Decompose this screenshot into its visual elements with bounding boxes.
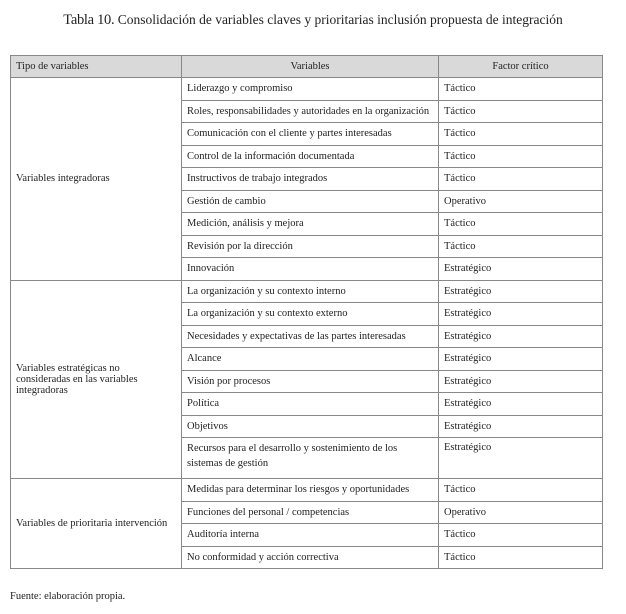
variable-cell: Objetivos: [182, 415, 439, 438]
variable-cell: Alcance: [182, 348, 439, 371]
factor-cell: Estratégico: [439, 280, 603, 303]
factor-cell: Estratégico: [439, 348, 603, 371]
variable-cell: Necesidades y expectativas de las partes interesadas: [182, 325, 439, 348]
factor-cell: Estratégico: [439, 370, 603, 393]
variable-cell: Visión por procesos: [182, 370, 439, 393]
factor-cell: Táctico: [439, 145, 603, 168]
variable-cell: Roles, responsabilidades y autoridades en la organización: [182, 100, 439, 123]
factor-cell: Operativo: [439, 501, 603, 524]
variable-type-cell: Variables estratégicas no consideradas en las variables integradoras: [11, 280, 182, 479]
factor-cell: Estratégico: [439, 258, 603, 281]
factor-cell: Táctico: [439, 524, 603, 547]
table-number: Tabla 10.: [63, 12, 115, 28]
variable-cell: Comunicación con el cliente y partes interesadas: [182, 123, 439, 146]
variable-cell: Liderazgo y compromiso: [182, 78, 439, 101]
variable-cell: Control de la información documentada: [182, 145, 439, 168]
factor-cell: Estratégico: [439, 415, 603, 438]
factor-cell: Táctico: [439, 235, 603, 258]
variable-cell: Medidas para determinar los riesgos y oportunidades: [182, 479, 439, 502]
table-row: [11, 78, 603, 101]
variable-cell: Política: [182, 393, 439, 416]
factor-cell: Operativo: [439, 190, 603, 213]
variable-cell: Funciones del personal / competencias: [182, 501, 439, 524]
factor-cell: Estratégico: [439, 438, 603, 479]
header-variables: Variables: [182, 56, 439, 78]
header-type: Tipo de variables: [11, 56, 182, 78]
variable-cell: Innovación: [182, 258, 439, 281]
table-title: [0, 12, 626, 29]
factor-cell: Táctico: [439, 546, 603, 569]
table-row: [11, 479, 603, 502]
variable-cell: Gestión de cambio: [182, 190, 439, 213]
factor-cell: Estratégico: [439, 303, 603, 326]
variable-cell: Auditoría interna: [182, 524, 439, 547]
factor-cell: Táctico: [439, 168, 603, 191]
variable-cell: Recursos para el desarrollo y sostenimiento de los sistemas de gestión: [182, 438, 439, 479]
variable-cell: Instructivos de trabajo integrados: [182, 168, 439, 191]
factor-cell: Táctico: [439, 213, 603, 236]
variable-cell: Medición, análisis y mejora: [182, 213, 439, 236]
variable-type-cell: Variables de prioritaria intervención: [11, 479, 182, 569]
factor-cell: Estratégico: [439, 393, 603, 416]
source-note: Fuente: elaboración propia.: [10, 591, 126, 602]
variable-cell: Revisión por la dirección: [182, 235, 439, 258]
table-caption: Consolidación de variables claves y prioritarias inclusión propuesta de integración: [114, 12, 563, 27]
header-factor: Factor crítico: [439, 56, 603, 78]
table-row: [11, 280, 603, 303]
variable-type-cell: Variables integradoras: [11, 78, 182, 281]
variables-table: [10, 55, 603, 569]
variable-cell: La organización y su contexto externo: [182, 303, 439, 326]
factor-cell: Táctico: [439, 479, 603, 502]
variable-cell: No conformidad y acción correctiva: [182, 546, 439, 569]
factor-cell: Estratégico: [439, 325, 603, 348]
factor-cell: Táctico: [439, 123, 603, 146]
factor-cell: Táctico: [439, 78, 603, 101]
variable-cell: La organización y su contexto interno: [182, 280, 439, 303]
factor-cell: Táctico: [439, 100, 603, 123]
header-row: [11, 56, 603, 78]
